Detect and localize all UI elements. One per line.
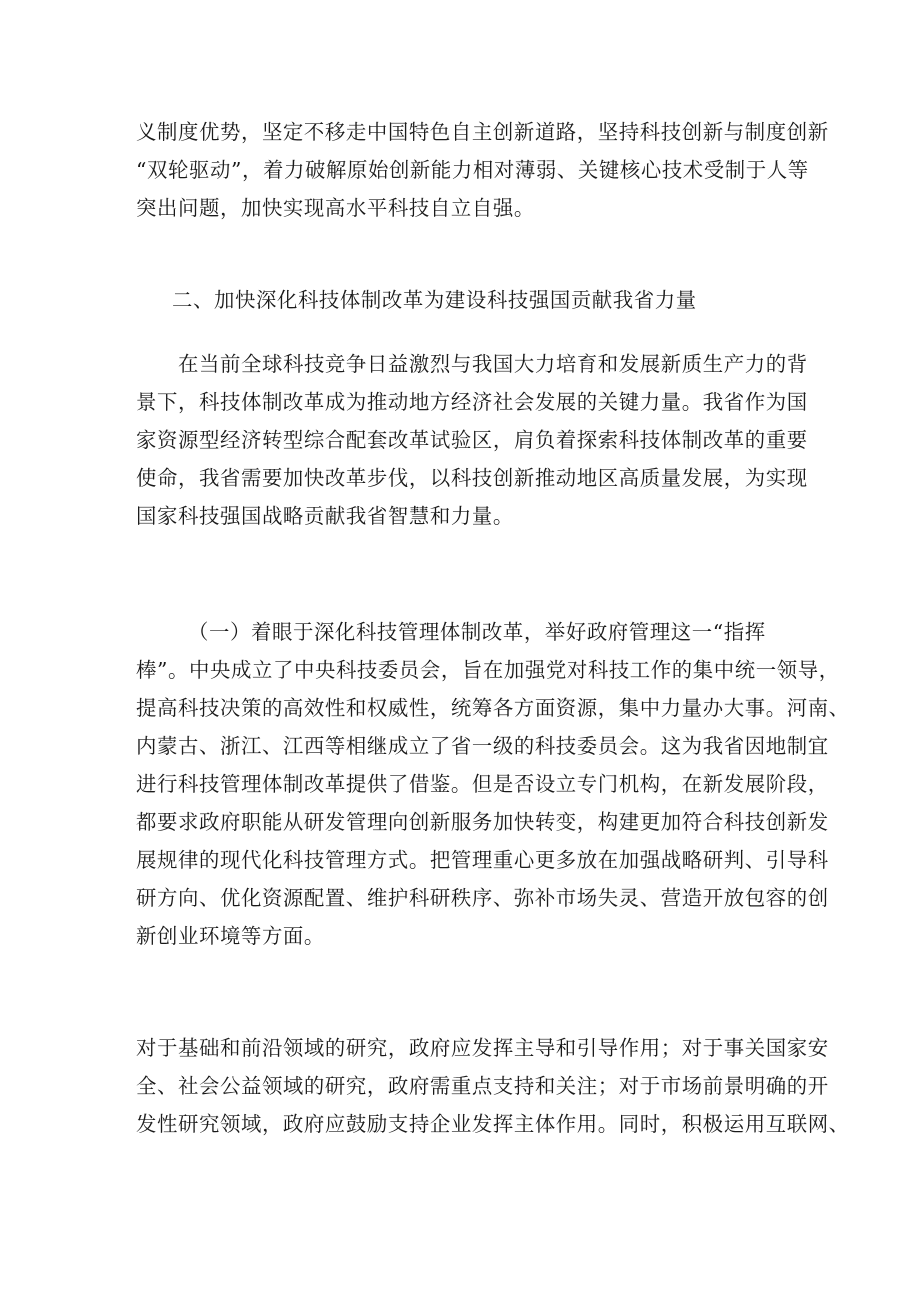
- text-line: “双轮驱动”，着力破解原始创新能力相对薄弱、关键核心技术受制于人等: [136, 158, 809, 182]
- text-line: 都要求政府职能从研发管理向创新服务加快转变，构建更加符合科技创新发: [136, 810, 829, 834]
- paragraph-background: [136, 348, 808, 538]
- text-line: 家资源型经济转型综合配套改革试验区，肩负着探索科技体制改革的重要: [136, 428, 808, 452]
- section-heading: [136, 284, 796, 316]
- paragraph-continuation: [136, 116, 829, 224]
- text-line: 进行科技管理体制改革提供了借鉴。但是否设立专门机构，在新发展阶段，: [136, 772, 829, 796]
- text-line: 突出问题，加快实现高水平科技自立自强。: [136, 196, 535, 220]
- text-line: 棒”。中央成立了中央科技委员会，旨在加强党对科技工作的集中统一领导，: [136, 658, 840, 682]
- text-line: 新创业环境等方面。: [136, 924, 325, 948]
- text-line: 景下，科技体制改革成为推动地方经济社会发展的关键力量。我省作为国: [136, 390, 808, 414]
- heading-text: 二、加快深化科技体制改革为建设科技强国贡献我省力量: [172, 288, 697, 312]
- text-line: 研方向、优化资源配置、维护科研秩序、弥补市场失灵、营造开放包容的创: [136, 886, 829, 910]
- text-line: 展规律的现代化科技管理方式。把管理重心更多放在加强战略研判、引导科: [136, 848, 829, 872]
- text-line: 国家科技强国战略贡献我省智慧和力量。: [136, 504, 514, 528]
- paragraph-subsection-1: [136, 616, 850, 952]
- subsection-title-line: （一）着眼于深化科技管理体制改革，举好政府管理这一“指挥: [188, 620, 766, 644]
- text-line: 义制度优势，坚定不移走中国特色自主创新道路，坚持科技创新与制度创新: [136, 120, 829, 144]
- text-line: 全、社会公益领域的研究，政府需重点支持和关注；对于市场前景明确的开: [136, 1074, 829, 1098]
- text-line: 对于基础和前沿领域的研究，政府应发挥主导和引导作用；对于事关国家安: [136, 1036, 829, 1060]
- text-line: 使命，我省需要加快改革步伐，以科技创新推动地区高质量发展，为实现: [136, 466, 808, 490]
- text-line: 在当前全球科技竞争日益激烈与我国大力培育和发展新质生产力的背: [178, 352, 808, 376]
- text-line: 内蒙古、浙江、江西等相继成立了省一级的科技委员会。这为我省因地制宜: [136, 734, 829, 758]
- paragraph-government-role: [136, 1032, 850, 1140]
- text-line: 发性研究领域，政府应鼓励支持企业发挥主体作用。同时，积极运用互联网、: [136, 1112, 850, 1136]
- text-line: 提高科技决策的高效性和权威性，统筹各方面资源，集中力量办大事。河南、: [136, 696, 850, 720]
